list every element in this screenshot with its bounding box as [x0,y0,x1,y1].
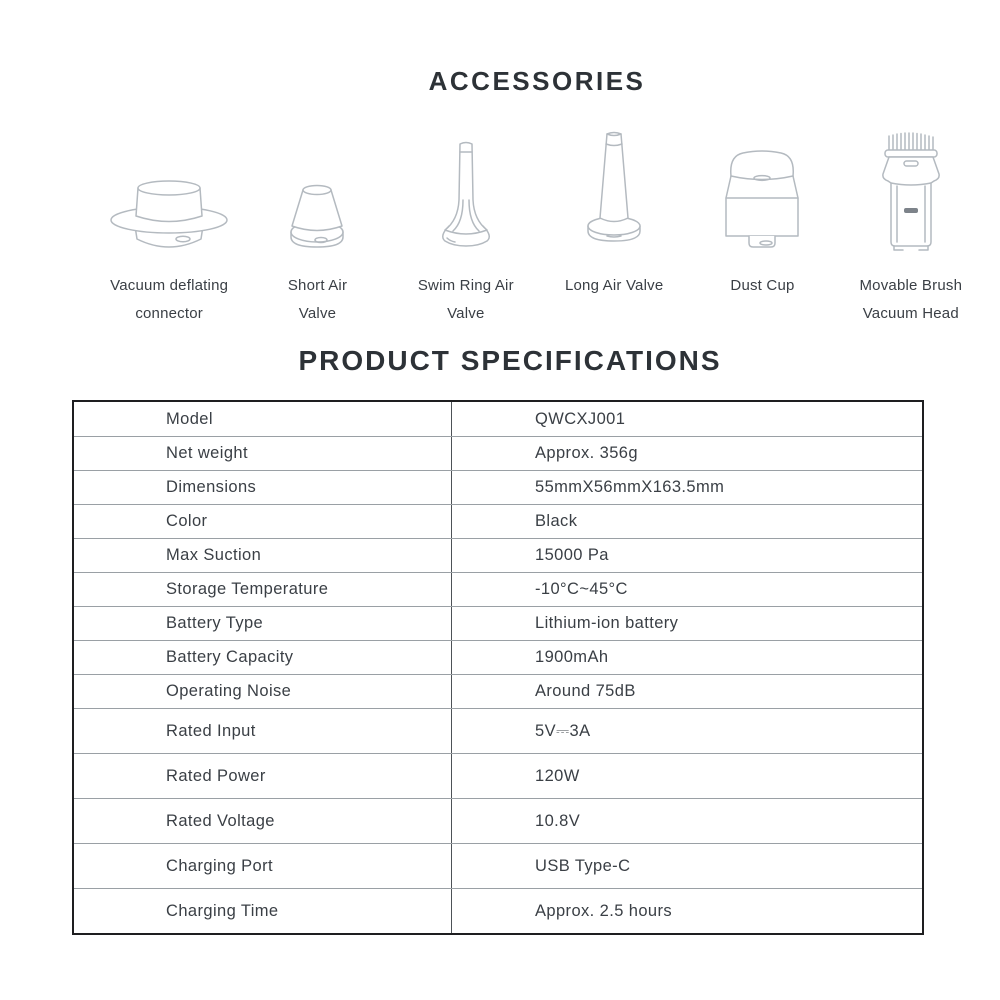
spec-label: Net weight [74,437,452,470]
spec-row-charging-time [74,888,922,933]
long-air-valve-icon [582,120,646,252]
accessory-label: Swim Ring Air Valve [417,277,514,322]
spec-label: Model [74,402,452,436]
accessory-vacuum-deflating-connector [95,120,243,328]
accessories-row [95,120,985,328]
spec-label: Rated Power [74,754,452,798]
accessory-label: Short Air Valve [287,277,348,322]
spec-label: Dimensions [74,471,452,504]
spec-row-battery-type [74,606,922,640]
accessory-movable-brush-vacuum-head [837,120,985,328]
spec-value: Lithium-ion battery [535,614,679,632]
spec-label: Max Suction [74,539,452,572]
spec-value: 120W [535,766,580,785]
short-air-valve-icon [285,120,349,252]
spec-label: Battery Capacity [74,641,452,674]
spec-value: 1900mAh [535,648,609,666]
spec-value: Black [535,512,578,530]
spec-value: QWCXJ001 [535,409,626,428]
spec-row-max-suction [74,538,922,572]
spec-row-rated-power [74,753,922,798]
spec-label: Storage Temperature [74,573,452,606]
spec-row-storage-temperature [74,572,922,606]
spec-row-battery-capacity [74,640,922,674]
spec-row-rated-input [74,708,922,753]
spec-label: Charging Port [74,844,452,888]
accessory-long-air-valve [540,120,688,328]
accessory-label: Movable Brush Vacuum Head [859,277,963,322]
accessory-short-air-valve [243,120,391,328]
spec-value: 55mmX56mmX163.5mm [535,478,725,496]
vacuum-deflating-connector-icon [107,120,231,252]
spec-value: Approx. 2.5 hours [535,901,673,920]
spec-row-operating-noise [74,674,922,708]
spec-label: Charging Time [74,889,452,933]
spec-value: -10°C~45°C [535,580,628,598]
spec-label: Battery Type [74,607,452,640]
spec-label: Rated Input [74,709,452,753]
spec-row-charging-port [74,843,922,888]
spec-value: USB Type-C [535,856,631,875]
dust-cup-icon [723,120,801,252]
accessory-dust-cup [688,120,836,328]
movable-brush-vacuum-head-icon [877,120,945,252]
swim-ring-air-valve-icon [437,120,495,252]
spec-label: Color [74,505,452,538]
accessory-label: Vacuum deflating connector [110,277,229,322]
spec-row-model [74,402,922,436]
spec-row-net-weight [74,436,922,470]
spec-row-color [74,504,922,538]
spec-value: Approx. 356g [535,444,638,462]
spec-value: 5V⎓3A [535,721,591,740]
specifications-table [72,400,924,935]
spec-row-rated-voltage [74,798,922,843]
spec-value: 10.8V [535,811,581,830]
spec-value: Around 75dB [535,682,636,700]
accessories-title: ACCESSORIES [428,66,646,96]
spec-label: Rated Voltage [74,799,452,843]
product-specifications-title: PRODUCT SPECIFICATIONS [298,345,722,376]
spec-row-dimensions [74,470,922,504]
accessory-label: Dust Cup [730,277,795,294]
spec-value: 15000 Pa [535,546,609,564]
accessory-label: Long Air Valve [564,277,664,294]
spec-label: Operating Noise [74,675,452,708]
accessory-swim-ring-air-valve [392,120,540,328]
